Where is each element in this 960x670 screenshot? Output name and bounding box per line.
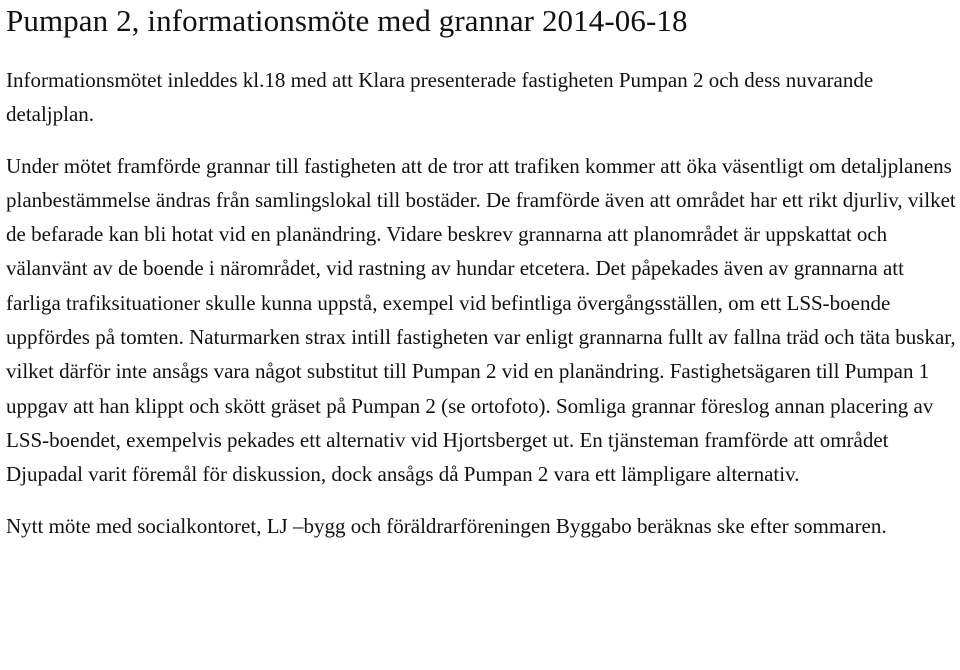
intro-paragraph: Informationsmötet inleddes kl.18 med att Klara presenterade fastigheten Pumpan 2 och dess nuvarande detaljplan. [6, 68, 874, 127]
next-meeting-paragraph: Nytt möte med socialkontoret, LJ –bygg och föräldrarföreningen Byggabo beräknas ske efter sommaren. [6, 513, 887, 538]
page-title: Pumpan 2, informationsmöte med grannar 2014-06-18 [6, 3, 688, 38]
meeting-summary-paragraph: Under mötet framförde grannar till fastigheten att de tror att trafiken kommer att öka väsentligt om detaljplanens planbestämmelse ändras från samlingslokal till bostäder. De framförde även att området har ett rikt djurliv, vilket de befarade kan bli hotat vid en planändring. Vidare beskrev grannarna att planområdet är uppskattat och välanvänt av de boende i närområdet, vid rastning av hundar etcetera. Det påpekades även av grannarna att farliga trafiksituationer skulle kunna uppstå, exempel vid befintliga övergångsställen, om ett LSS-boende uppfördes på tomten. Naturmarken strax intill fastigheten var enligt grannarna fullt av fallna träd och täta buskar, vilket därför inte ansågs vara något substitut till Pumpan 2 vid en planändring. Fastighetsägaren till Pumpan 1 uppgav att han klippt och skött gräset på Pumpan 2 (se ortofoto). Somliga grannar föreslog annan placering av LSS-boendet, exempelvis pekades ett alternativ vid Hjortsberget ut. En tjänsteman framförde att området Djupadal varit föremål för diskussion, dock ansågs då Pumpan 2 vara ett lämpligare alternativ. [6, 153, 956, 487]
